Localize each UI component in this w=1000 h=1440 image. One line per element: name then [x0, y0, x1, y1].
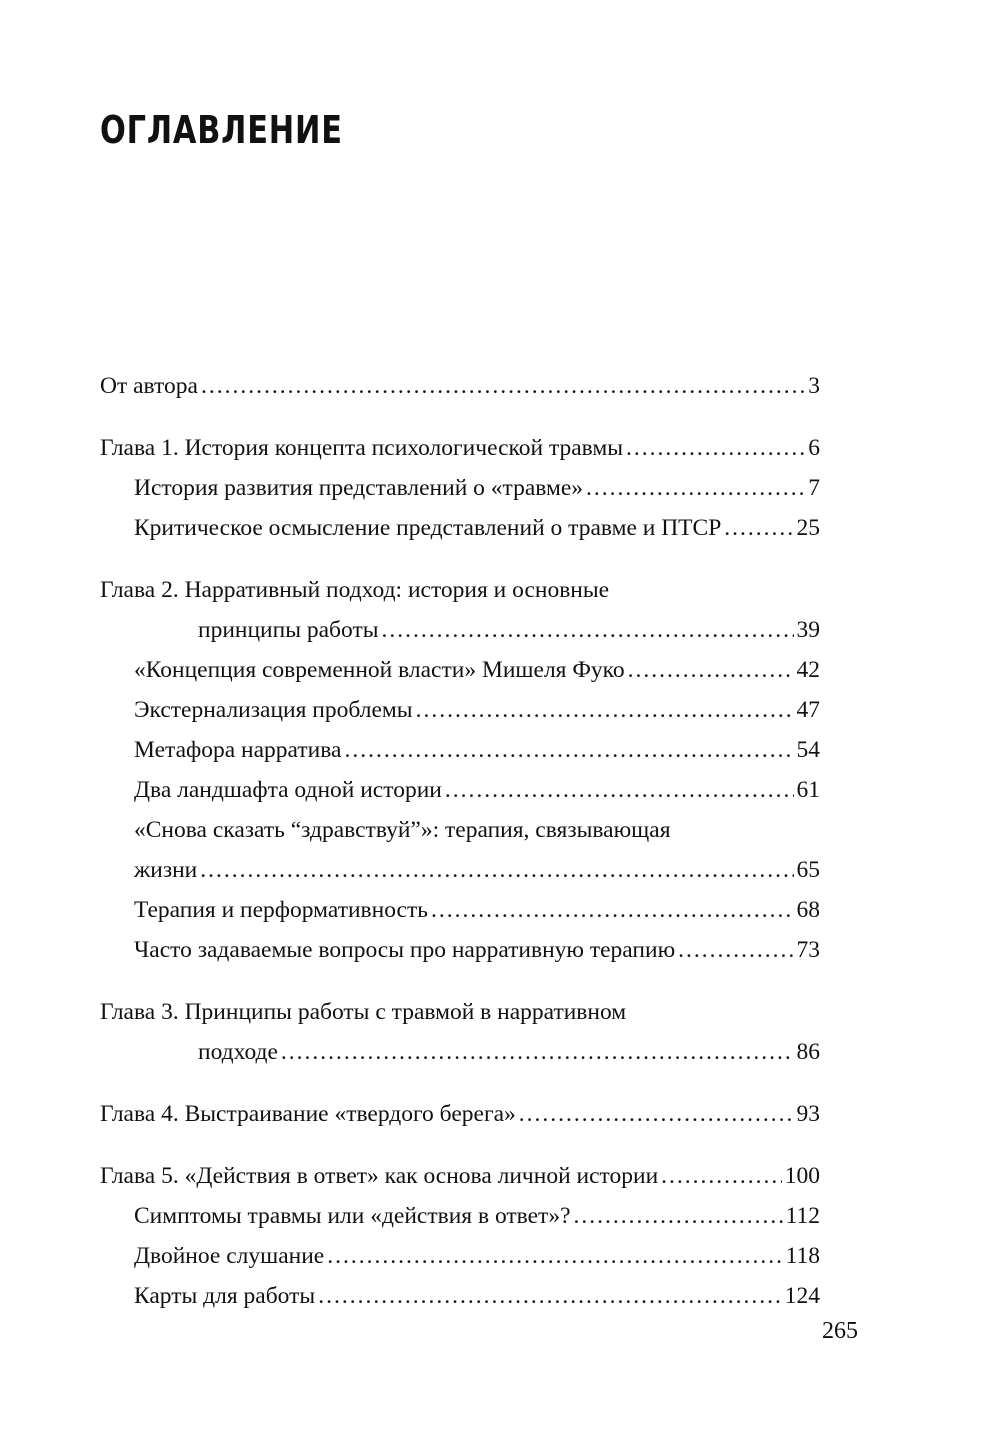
toc-entry-title: От автора — [100, 373, 198, 399]
toc-entry-section[interactable] — [100, 1236, 820, 1276]
toc-entry-title: Глава 4. Выстраивание «твердого берега» — [100, 1101, 516, 1127]
toc-entry-title: жизни — [134, 857, 198, 883]
toc-entry-chapter-4[interactable] — [100, 1094, 820, 1134]
toc-entry-title: Критическое осмысление представлений о травме и ПТСР — [134, 515, 722, 541]
toc-entry-page: 112 — [785, 1203, 820, 1229]
dot-leader — [344, 730, 793, 770]
dot-leader — [586, 468, 805, 508]
dot-leader — [200, 850, 793, 890]
toc-entry-page: 61 — [796, 777, 820, 803]
toc-entry-page: 65 — [796, 857, 820, 883]
toc-entry-section[interactable] — [100, 730, 820, 770]
toc-entry-title: Карты для работы — [134, 1283, 316, 1309]
toc-group-author — [100, 366, 820, 406]
dot-leader — [661, 1156, 782, 1196]
toc-entry-section[interactable] — [100, 1276, 820, 1316]
toc-entry-title: Два ландшафта одной истории — [134, 777, 442, 803]
toc-entry-page: 124 — [784, 1283, 820, 1309]
toc-entry-section[interactable] — [100, 890, 820, 930]
toc-entry-page: 118 — [785, 1243, 820, 1269]
toc-entry-page: 73 — [796, 937, 820, 963]
toc-entry-section[interactable] — [100, 850, 820, 890]
dot-leader — [281, 1032, 794, 1072]
toc-group-chapter-4 — [100, 1094, 820, 1134]
toc-entry-title: Терапия и перформативность — [134, 897, 428, 923]
toc-group-chapter-1 — [100, 428, 820, 548]
dot-leader — [431, 890, 794, 930]
toc-entry-page: 47 — [796, 697, 820, 723]
dot-leader — [201, 366, 805, 406]
dot-leader — [327, 1236, 782, 1276]
dot-leader — [382, 610, 794, 650]
toc-entry-title: Экстернализация проблемы — [134, 697, 413, 723]
dot-leader — [628, 650, 794, 690]
dot-leader — [318, 1276, 782, 1316]
toc-entry-title: История развития представлений о «травме» — [134, 475, 584, 501]
dot-leader — [626, 428, 805, 468]
page-number: 265 — [822, 1318, 858, 1344]
toc-entry-page: 39 — [796, 617, 820, 643]
toc-entry-page: 54 — [796, 737, 820, 763]
dot-leader — [416, 690, 794, 730]
toc-group-chapter-2 — [100, 570, 820, 970]
toc-entry-chapter-2[interactable] — [100, 610, 820, 650]
toc-entry-section[interactable] — [100, 770, 820, 810]
toc-entry-page: 42 — [796, 657, 820, 683]
toc-entry-page: 68 — [796, 897, 820, 923]
toc-entry-title: подходе — [198, 1039, 278, 1065]
toc-entry-section[interactable] — [100, 1196, 820, 1236]
dot-leader — [519, 1094, 794, 1134]
toc-entry-section[interactable] — [100, 930, 820, 970]
toc-entry-title: Метафора нарратива — [134, 737, 342, 763]
toc-entry-author[interactable] — [100, 366, 820, 406]
toc-entry-page: 7 — [808, 475, 820, 501]
toc-entry-chapter-3[interactable] — [100, 1032, 820, 1072]
toc-entry-page: 3 — [808, 373, 820, 399]
toc-entry-title: Симптомы травмы или «действия в ответ»? — [134, 1203, 571, 1229]
table-of-contents — [100, 366, 820, 1338]
dot-leader — [445, 770, 794, 810]
dot-leader — [574, 1196, 783, 1236]
toc-entry-chapter-1[interactable] — [100, 428, 820, 468]
toc-entry-title: «Концепция современной власти» Мишеля Фуко — [134, 657, 625, 683]
toc-entry-title-line[interactable]: Глава 2. Нарративный подход: история и основные — [100, 577, 610, 603]
toc-entry-section[interactable] — [100, 690, 820, 730]
toc-entry-title: принципы работы — [198, 617, 379, 643]
toc-entry-page: 25 — [796, 515, 820, 541]
toc-entry-title: Глава 1. История концепта психологической травмы — [100, 435, 624, 461]
toc-entry-title: Двойное слушание — [134, 1243, 325, 1269]
toc-entry-title-line[interactable]: «Снова сказать “здравствуй”»: терапия, связывающая — [134, 817, 671, 843]
toc-entry-page: 100 — [784, 1163, 820, 1189]
toc-entry-section[interactable] — [100, 650, 820, 690]
toc-entry-page: 93 — [796, 1101, 820, 1127]
toc-group-chapter-3 — [100, 992, 820, 1072]
toc-entry-title: Глава 5. «Действия в ответ» как основа личной истории — [100, 1163, 659, 1189]
toc-entry-section[interactable] — [100, 508, 820, 548]
dot-leader — [724, 508, 793, 548]
dot-leader — [678, 930, 793, 970]
toc-entry-page: 6 — [808, 435, 820, 461]
toc-entry-title: Часто задаваемые вопросы про нарративную терапию — [134, 937, 676, 963]
toc-entry-chapter-5[interactable] — [100, 1156, 820, 1196]
page-heading: ОГЛАВЛЕНИЕ — [100, 108, 343, 152]
toc-group-chapter-5 — [100, 1156, 820, 1316]
toc-entry-section[interactable] — [100, 468, 820, 508]
toc-entry-page: 86 — [796, 1039, 820, 1065]
toc-entry-title-line[interactable]: Глава 3. Принципы работы с травмой в нарративном — [100, 999, 627, 1025]
